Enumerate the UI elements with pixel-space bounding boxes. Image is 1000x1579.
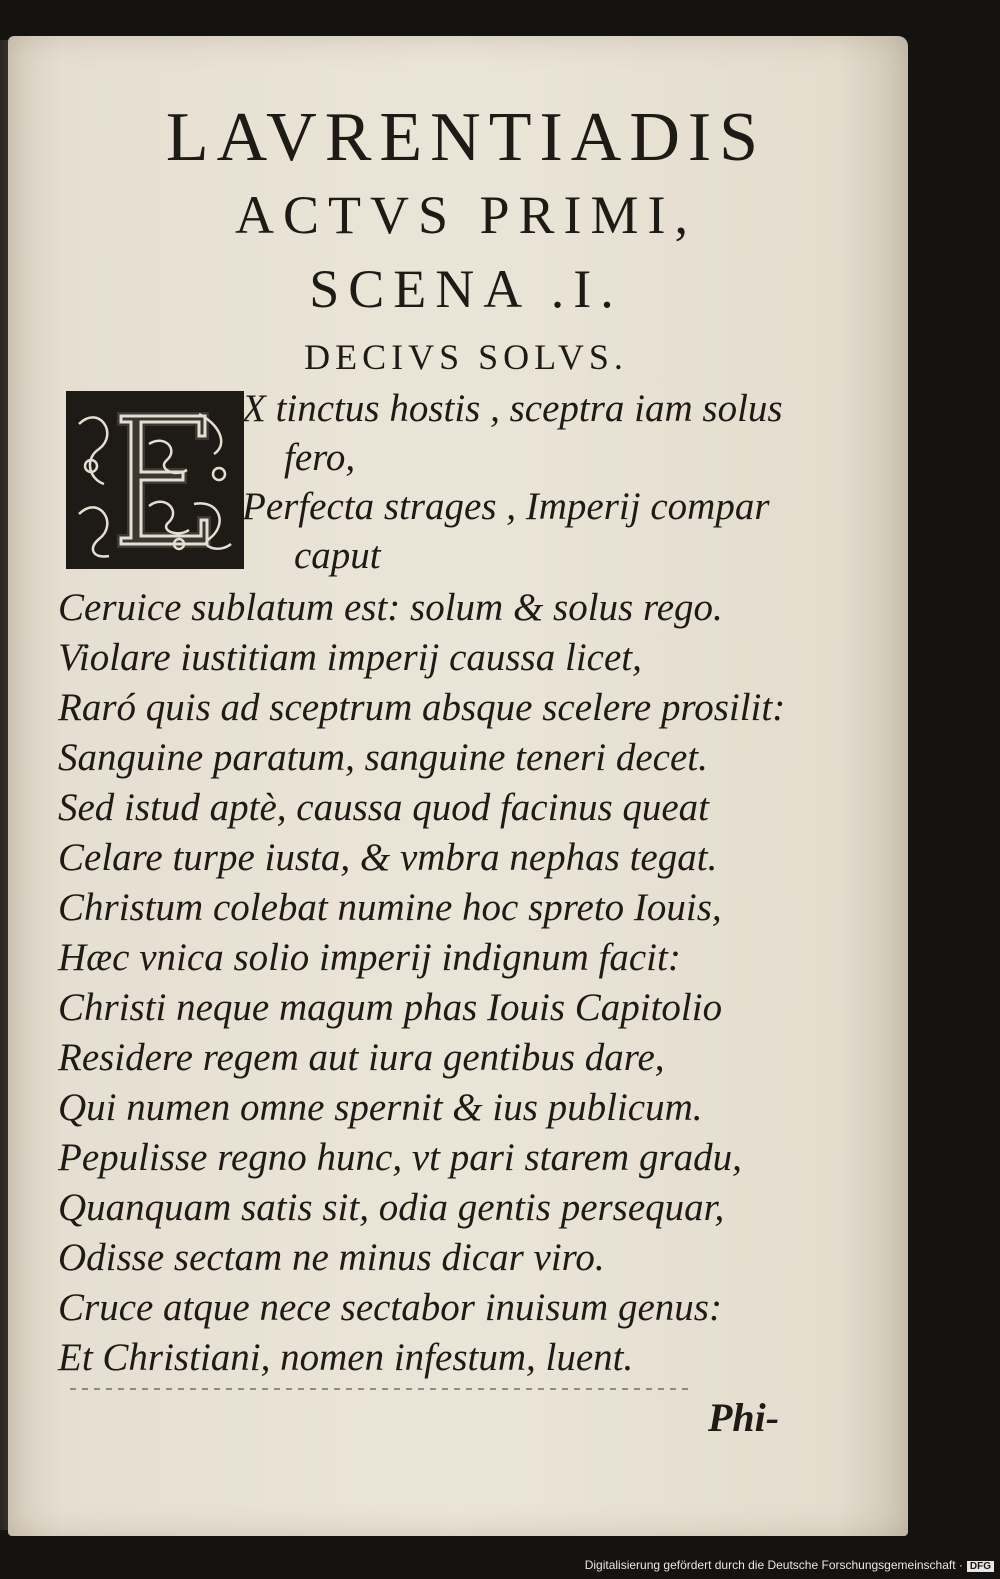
verse-line: caput [294,534,381,577]
dfg-logo: DFG [967,1561,994,1572]
digitization-footer [585,1558,994,1576]
verse-line: Perfecta strages , Imperij compar [242,485,770,528]
verse-line: Violare iustitiam imperij caussa licet, [58,636,642,679]
act-heading: ACTVS PRIMI, [234,185,698,245]
verse-line: Cruce atque nece sectabor inuisum genus: [58,1286,722,1329]
verse-line: X tinctus hostis , sceptra iam solus [242,387,783,430]
page-title: LAVRENTIADIS [165,99,767,176]
verse-line: Pepulisse regno hunc, vt pari starem gradu, [58,1136,742,1179]
verse-line: Quanquam satis sit, odia gentis persequar, [58,1186,725,1229]
scene-heading: SCENA .I. [309,259,623,319]
verse-line: Et Christiani, nomen infestum, luent. [58,1336,634,1379]
verse-line: Sed istud aptè, caussa quod facinus queat [58,786,710,829]
verse-line: Ceruice sublatum est: solum & solus rego. [58,586,723,629]
speaker-heading: DECIVS SOLVS. [304,337,628,377]
decorated-initial-E-icon [66,391,244,569]
verse-line: Sanguine paratum, sanguine teneri decet. [58,736,708,779]
verse-line: Christum colebat numine hoc spreto Iouis, [58,886,722,929]
verse-line: Residere regem aut iura gentibus dare, [58,1036,665,1079]
catchword: Phi- [708,1395,780,1440]
verse-line: Celare turpe iusta, & vmbra nephas tegat. [58,836,718,879]
verse-line: Hæc vnica solio imperij indignum facit: [58,936,681,979]
verse-line: Qui numen omne spernit & ius publicum. [58,1086,703,1129]
footer-text: Digitalisierung gefördert durch die Deutsche Forschungsgemeinschaft · [584,1558,963,1572]
verse-line: Odisse sectam ne minus dicar viro. [58,1236,605,1279]
verse-line: fero, [284,436,356,479]
verse-line: Raró quis ad sceptrum absque scelere prosilit: [58,686,786,729]
book-page [8,36,908,1536]
verse-line: Christi neque magum phas Iouis Capitolio [58,986,723,1029]
text-rule [70,1388,690,1390]
